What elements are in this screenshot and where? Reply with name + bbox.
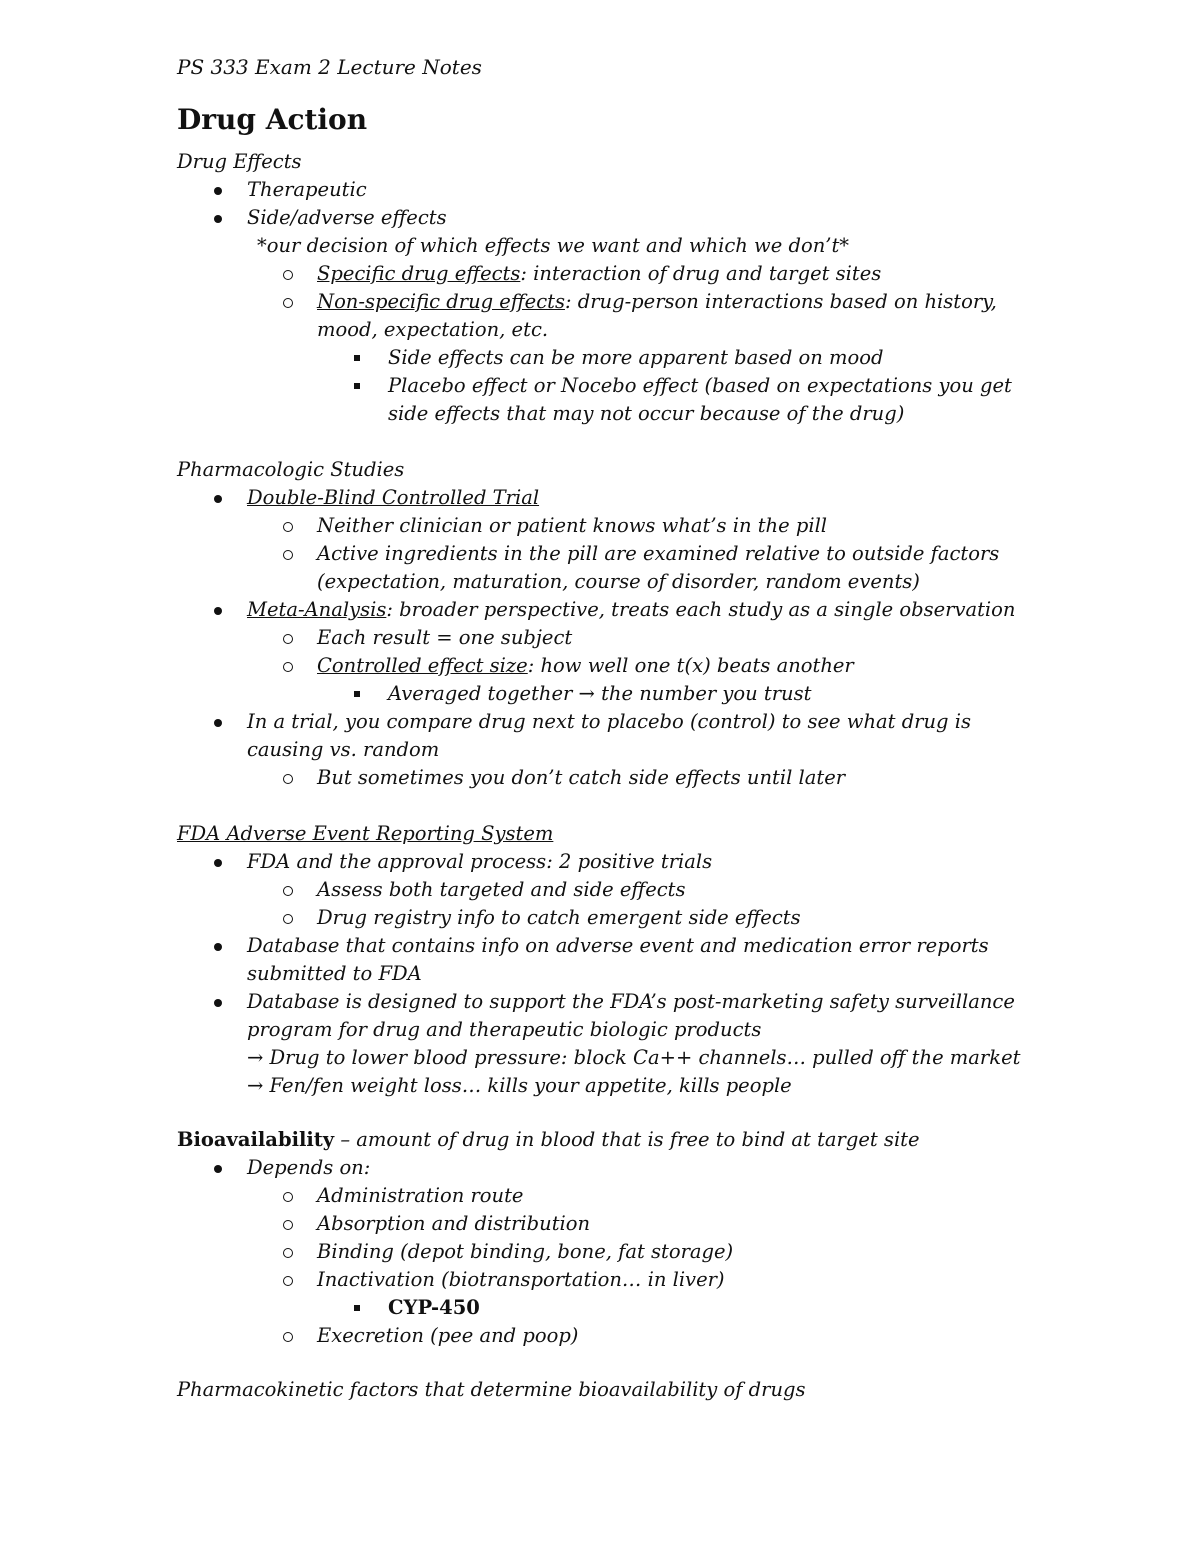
list-item: Side effects can be more apparent based on mood <box>177 344 1017 372</box>
list-item: FDA and the approval process: 2 positive trials <box>177 848 1017 876</box>
term: Controlled effect size <box>317 654 528 677</box>
list-item: Double-Blind Controlled Trial <box>177 484 1017 512</box>
arrow-note: → Fen/fen weight loss… kills your appetite, kills people <box>247 1074 792 1097</box>
term: Specific drug effects <box>317 262 521 285</box>
list-item-continuation: (expectation, maturation, course of disorder, random events) <box>317 570 920 593</box>
document-header: PS 333 Exam 2 Lecture Notes <box>177 55 482 79</box>
list-item: Controlled effect size: how well one t(x) beats another <box>177 652 1017 680</box>
list-item: Assess both targeted and side effects <box>177 876 1017 904</box>
list-item: Averaged together → the number you trust <box>177 680 1017 708</box>
list-item: Database is designed to support the FDA’s post-marketing safety surveillance <box>177 988 1017 1016</box>
section-heading-pharmacokinetic: Pharmacokinetic factors that determine bioavailability of drugs <box>177 1378 806 1401</box>
section-heading-drug-effects: Drug Effects <box>177 150 302 173</box>
list-item: Administration route <box>177 1182 1017 1210</box>
term: Meta-Analysis <box>247 598 387 621</box>
section-heading-pharmacologic-studies: Pharmacologic Studies <box>177 458 405 481</box>
list-item: Inactivation (biotransportation… in liver) <box>177 1266 1017 1294</box>
section-heading-bioavailability: Bioavailability – amount of drug in blood that is free to bind at target site <box>177 1128 920 1151</box>
list-item: In a trial, you compare drug next to placebo (control) to see what drug is <box>177 708 1017 736</box>
term: Non-specific drug effects <box>317 290 565 313</box>
list-item: Side/adverse effects <box>177 204 1017 232</box>
list-item: Specific drug effects: interaction of drug and target sites <box>177 260 1017 288</box>
list-item: Drug registry info to catch emergent side effects <box>177 904 1017 932</box>
note-line: *our decision of which effects we want and which we don’t* <box>257 234 850 257</box>
list-item: Neither clinician or patient knows what’s in the pill <box>177 512 1017 540</box>
list-item: Absorption and distribution <box>177 1210 1017 1238</box>
list-item: Therapeutic <box>177 176 1017 204</box>
list-item: Execretion (pee and poop) <box>177 1322 1017 1350</box>
document-page <box>177 52 1021 1404</box>
list-item: CYP-450 <box>177 1294 1017 1322</box>
list-item-continuation: submitted to FDA <box>247 962 422 985</box>
list-item: Placebo effect or Nocebo effect (based on expectations you get <box>177 372 1017 400</box>
list-item: But sometimes you don’t catch side effects until later <box>177 764 1017 792</box>
list-item: Each result = one subject <box>177 624 1017 652</box>
list-item: Meta-Analysis: broader perspective, treats each study as a single observation <box>177 596 1017 624</box>
list-item: Binding (depot binding, bone, fat storage) <box>177 1238 1017 1266</box>
term: Bioavailability <box>177 1128 335 1151</box>
list-item-continuation: program for drug and therapeutic biologic products <box>247 1018 762 1041</box>
page-title: Drug Action <box>177 103 368 136</box>
list-item: Depends on: <box>177 1154 1017 1182</box>
list-item: Active ingredients in the pill are examined relative to outside factors <box>177 540 1017 568</box>
list-item: Non-specific drug effects: drug-person interactions based on history, <box>177 288 1017 316</box>
list-item: Database that contains info on adverse event and medication error reports <box>177 932 1017 960</box>
section-heading-fda: FDA Adverse Event Reporting System <box>177 822 554 845</box>
list-item-continuation: causing vs. random <box>247 738 440 761</box>
list-item-continuation: side effects that may not occur because of the drug) <box>388 402 905 425</box>
list-item-continuation: mood, expectation, etc. <box>317 318 549 341</box>
arrow-note: → Drug to lower blood pressure: block Ca++ channels… pulled off the market <box>247 1046 1021 1069</box>
